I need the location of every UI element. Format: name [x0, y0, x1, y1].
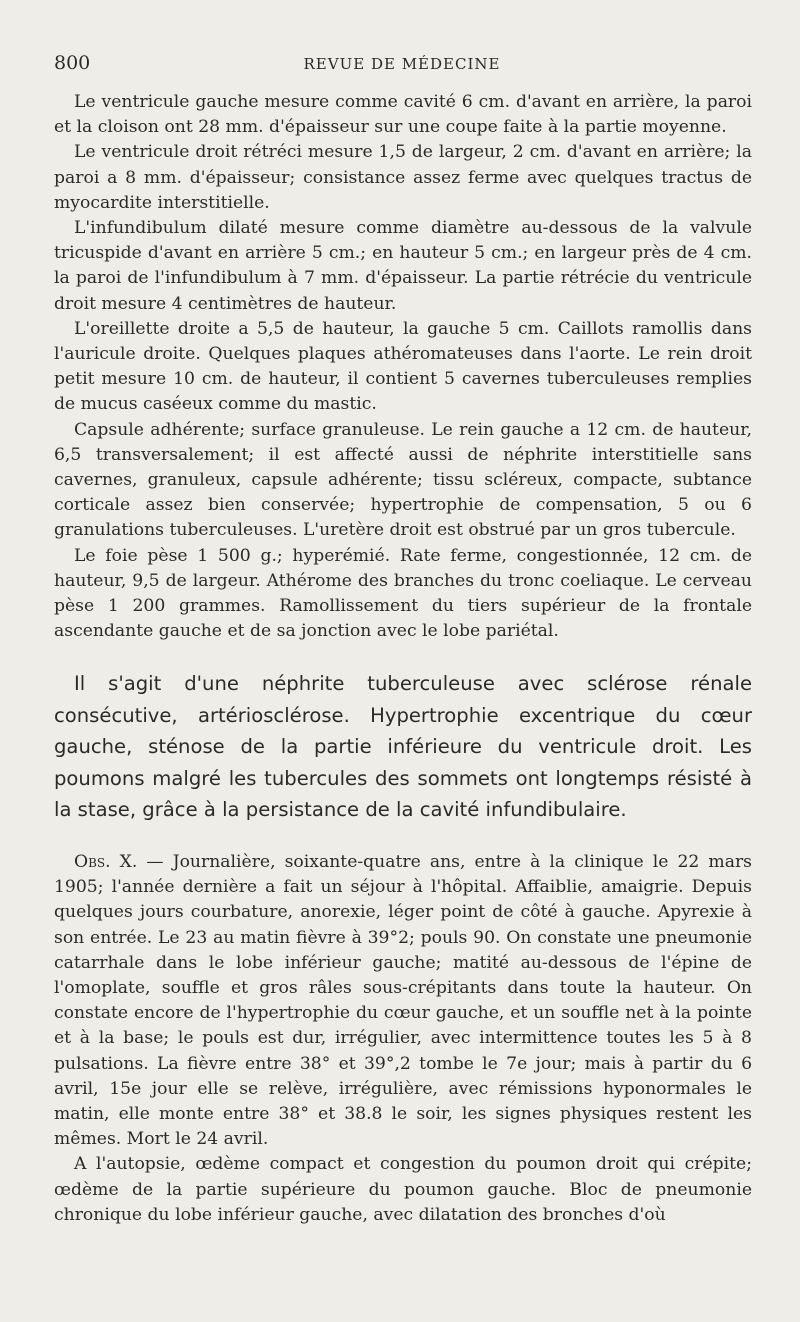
page-number: 800: [54, 52, 91, 74]
observation-dash: —: [137, 851, 173, 872]
observation-text: Journalière, soixante-quatre ans, entre à la clinique le 22 mars 1905; l'année dernière a fait un séjour à l'hôpital. Affaiblie, amaigrie. Depuis quelques jours courbature, anorexie, léger point de côté à gauche. Apyrexie à son entrée. Le 23 au matin fièvre à 39°2; pouls 90. On constate une pneumonie catarrhale dans le lobe inférieur gauche; matité au-dessous de l'épine de l'omoplate, souffle et gros râles sous-crépitants dans toute la hauteur. On constate encore de l'hypertrophie du cœur gauche, et un souffle net à la pointe et à la base; le pouls est dur, irrégulier, avec intermittence toutes les 5 à 8 pulsations. La fièvre entre 38° et 39°,2 tombe le 7e jour; mais à partir du 6 avril, 15e jour elle se relève, irrégulière, avec rémissions hyponormales le matin, elle monte entre 38° et 38.8 le soir, les signes physiques restent les mêmes. Mort le 24 avril.: [54, 851, 752, 1150]
paragraph-infundibulum: L'infundibulum dilaté mesure comme diamètre au-dessous de la valvule tricuspide d'avant en arrière 5 cm.; en hauteur 5 cm.; en largeur près de 4 cm. la paroi de l'infundibulum à 7 mm. d'épaisseur. La partie rétrécie du ventricule droit mesure 4 centimètres de hauteur.: [54, 218, 752, 314]
observation-paragraph: [54, 850, 752, 1152]
paragraph-atria-kidney: L'oreillette droite a 5,5 de hauteur, la gauche 5 cm. Caillots ramollis dans l'auricule droite. Quelques plaques athéromateuses dans l'aorte. Le rein droit petit mesure 10 cm. de hauteur, il contient 5 cavernes tuberculeuses remplies de mucus caséeux comme du mastic.: [54, 318, 752, 415]
article-body: [54, 90, 752, 1228]
paragraph-liver-brain: Le foie pèse 1 500 g.; hyperémié. Rate ferme, congestionnée, 12 cm. de hauteur, 9,5 de largeur. Athérome des branches du tronc coeliaque. Le cerveau pèse 1 200 grammes. Ramollissement du tiers supérieur de la frontale ascendante gauche et de sa jonction avec le lobe pariétal.: [54, 545, 752, 642]
observation-label: Obs. X.: [74, 851, 138, 872]
running-head: [54, 52, 750, 78]
observation-section: [54, 850, 752, 1228]
autopsy-findings-section: [54, 90, 752, 644]
journal-title: REVUE DE MÉDECINE: [303, 55, 501, 73]
paragraph-capsule: Capsule adhérente; surface granuleuse. Le rein gauche a 12 cm. de hauteur, 6,5 transversalement; il est affecté aussi de néphrite interstitielle sans cavernes, granuleux, capsule adhérente; tissu scléreux, compacte, subtance corticale assez bien conservée; hypertrophie de compensation, 5 ou 6 granulations tuberculeuses. L'uretère droit est obstrué par un gros tubercule.: [54, 419, 752, 541]
conclusion-paragraph: Il s'agit d'une néphrite tuberculeuse avec sclérose rénale consécutive, artériosclérose. Hypertrophie excentrique du cœur gauche, sténose de la partie inférieure du ventricule droit. Les poumons malgré les tubercules des sommets ont longtemps résisté à la stase, grâce à la persistance de la cavité infundibulaire.: [54, 672, 752, 822]
paragraph-right-ventricle: Le ventricule droit rétréci mesure 1,5 de largeur, 2 cm. d'avant en arrière; la paroi a 8 mm. d'épaisseur; consistance assez ferme avec quelques tractus de myocardite interstitielle.: [54, 142, 752, 213]
paragraph-left-ventricle: Le ventricule gauche mesure comme cavité 6 cm. d'avant en arrière, la paroi et la cloison ont 28 mm. d'épaisseur sur une coupe faite à la partie moyenne.: [54, 92, 752, 138]
autopsy-paragraph: A l'autopsie, œdème compact et congestion du poumon droit qui crépite; œdème de la partie supérieure du poumon gauche. Bloc de pneumonie chronique du lobe inférieur gauche, avec dilatation des bronches d'où: [54, 1154, 752, 1225]
conclusion-section: [54, 668, 752, 826]
